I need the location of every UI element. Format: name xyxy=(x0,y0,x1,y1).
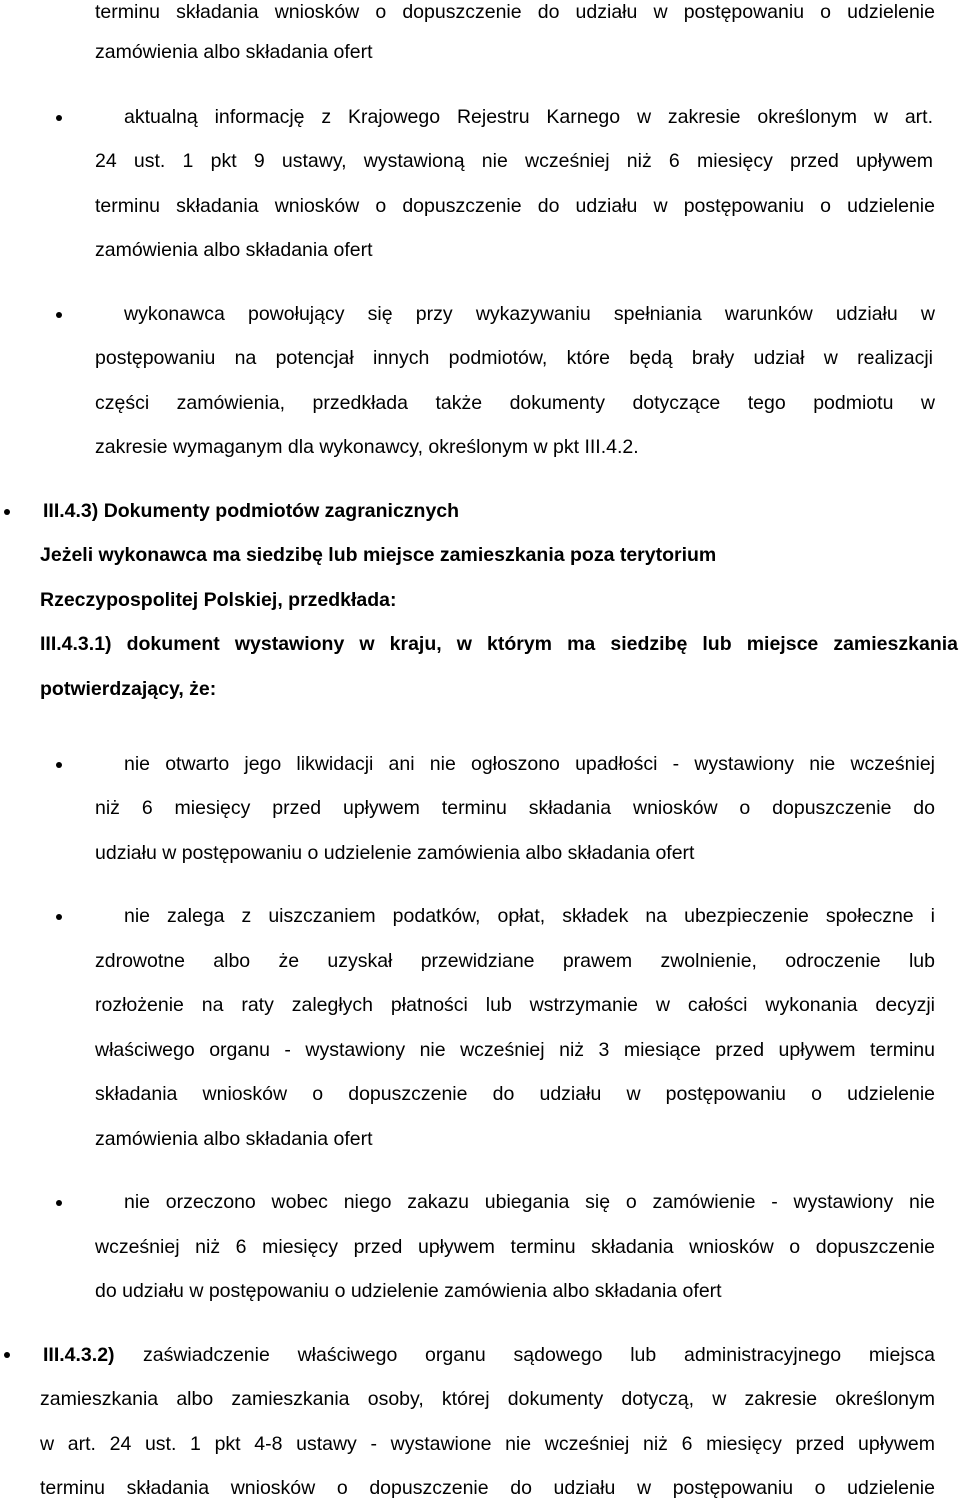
text-line: zamówienia albo składania ofert xyxy=(95,1128,373,1150)
text-line: do udziału w postępowaniu o udzielenie zamówienia albo składania ofert xyxy=(95,1280,722,1302)
text-line: wykonawca powołujący się przy wykazywaniu spełniania warunków udziału w xyxy=(124,303,935,325)
text-line: zamówienia albo składania ofert xyxy=(95,41,373,63)
bullet-icon xyxy=(4,509,10,515)
text-line: Rzeczypospolitej Polskiej, przedkłada: xyxy=(40,589,397,611)
text-line: potwierdzający, że: xyxy=(40,678,217,700)
text-line: nie otwarto jego likwidacji ani nie ogłoszono upadłości - wystawiony nie wcześniej xyxy=(124,753,935,775)
bullet-icon xyxy=(56,1200,62,1206)
text-line: udziału w postępowaniu o udzielenie zamówienia albo składania ofert xyxy=(95,842,695,864)
text-line: nie zalega z uiszczaniem podatków, opłat, składek na ubezpieczenie społeczne i xyxy=(124,905,935,927)
bullet-icon xyxy=(4,1352,10,1358)
text-line: wcześniej niż 6 miesięcy przed upływem terminu składania wniosków o dopuszczenie xyxy=(95,1236,935,1258)
text-line: zdrowotne albo że uzyskał przewidziane prawem zwolnienie, odroczenie lub xyxy=(95,950,935,972)
text-line: właściwego organu - wystawiony nie wcześniej niż 3 miesiące przed upływem terminu xyxy=(95,1039,935,1061)
text-line: rozłożenie na raty zaległych płatności lub wstrzymanie w całości wykonania decyzji xyxy=(95,994,935,1016)
text-line: Jeżeli wykonawca ma siedzibę lub miejsce zamieszkania poza terytorium xyxy=(40,544,717,566)
text-line: aktualną informację z Krajowego Rejestru Karnego w zakresie określonym w art. xyxy=(124,106,933,128)
text-line: III.4.3.1) dokument wystawiony w kraju, w którym ma siedzibę lub miejsce zamieszkania xyxy=(40,633,958,655)
text-line: w art. 24 ust. 1 pkt 4-8 ustawy - wystawione nie wcześniej niż 6 miesięcy przed upływem xyxy=(40,1433,935,1455)
bullet-icon xyxy=(56,115,62,121)
section-heading: III.4.3) Dokumenty podmiotów zagranicznych xyxy=(43,500,460,522)
bullet-icon xyxy=(56,914,62,920)
text-line: terminu składania wniosków o dopuszczenie do udziału w postępowaniu o udzielenie xyxy=(95,1,935,23)
text-line: 24 ust. 1 pkt 9 ustawy, wystawioną nie wcześniej niż 6 miesięcy przed upływem xyxy=(95,150,933,172)
bullet-icon xyxy=(56,762,62,768)
text-line: terminu składania wniosków o dopuszczenie do udziału w postępowaniu o udzielenie xyxy=(40,1477,935,1499)
text-line: terminu składania wniosków o dopuszczenie do udziału w postępowaniu o udzielenie xyxy=(95,195,935,217)
text-line: nie orzeczono wobec niego zakazu ubiegania się o zamówienie - wystawiony nie xyxy=(124,1191,935,1213)
item-label: III.4.3.2) xyxy=(43,1344,115,1366)
text-line: zakresie wymaganym dla wykonawcy, określonym w pkt III.4.2. xyxy=(95,436,639,458)
text-line: postępowaniu na potencjał innych podmiotów, które będą brały udział w realizacji xyxy=(95,347,933,369)
bullet-icon xyxy=(56,312,62,318)
text-line: części zamówienia, przedkłada także dokumenty dotyczące tego podmiotu w xyxy=(95,392,935,414)
text-line: zamieszkania albo zamieszkania osoby, której dokumenty dotyczą, w zakresie określonym xyxy=(40,1388,935,1410)
text-line: zaświadczenie właściwego organu sądowego lub administracyjnego miejsca xyxy=(143,1344,935,1366)
text-line: zamówienia albo składania ofert xyxy=(95,239,373,261)
text-line: niż 6 miesięcy przed upływem terminu składania wniosków o dopuszczenie do xyxy=(95,797,935,819)
text-line: składania wniosków o dopuszczenie do udziału w postępowaniu o udzielenie xyxy=(95,1083,935,1105)
